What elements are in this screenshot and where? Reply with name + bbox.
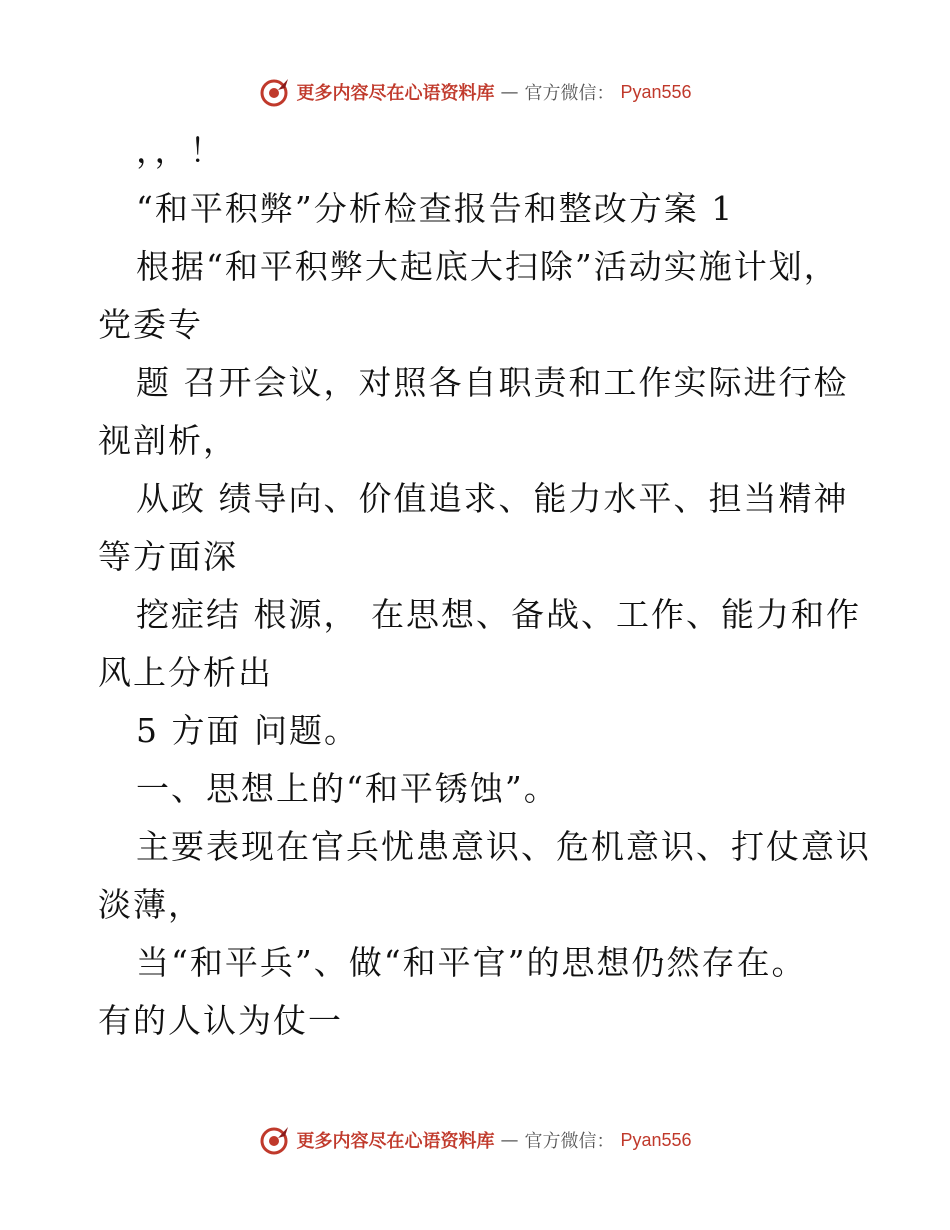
text-line: 当“和平兵”、做“和平官”的思想仍然存在。 (136, 943, 807, 982)
watermark-id: Pyan556 (620, 81, 692, 102)
footer-watermark (0, 1120, 950, 1160)
text-line: ，，！ (136, 131, 225, 170)
watermark-text: 更多内容尽在心语资料库 (296, 83, 495, 104)
quill-logo-icon (258, 1124, 290, 1156)
watermark-text: 更多内容尽在心语资料库 (296, 1131, 495, 1152)
text-line: 党委专 (98, 305, 203, 344)
watermark-id: Pyan556 (620, 1129, 692, 1150)
text-line: 从政 绩导向、价值追求、能力水平、担当精神 (136, 479, 849, 518)
document-title: “和平积弊”分析检查报告和整改方案 1 (136, 189, 735, 228)
text-line: 风上分析出 (98, 653, 273, 692)
text-line: 主要表现在官兵忧患意识、危机意识、打仗意识 (136, 827, 871, 866)
header-watermark (0, 72, 950, 112)
text-line: 等方面深 (98, 537, 238, 576)
watermark-separator: — (500, 1129, 519, 1151)
document-body (98, 122, 871, 1050)
text-line: 挖症结 根源， 在思想、备战、工作、能力和作 (136, 595, 861, 634)
watermark-label: 官方微信： (524, 1131, 615, 1152)
text-line: 题 召开会议，对照各自职责和工作实际进行检 (136, 363, 849, 402)
text-line: 视剖析， (98, 421, 238, 460)
text-line: 根据“和平积弊大起底大扫除”活动实施计划， (136, 247, 839, 286)
watermark-separator: — (500, 81, 519, 103)
text-line: 淡薄， (98, 885, 203, 924)
quill-logo-icon (258, 76, 290, 108)
watermark-label: 官方微信： (524, 83, 615, 104)
text-line: 5 方面 问题。 (136, 711, 359, 750)
section-heading: 一、思想上的“和平锈蚀”。 (136, 769, 559, 808)
text-line: 有的人认为仗一 (98, 1001, 343, 1040)
